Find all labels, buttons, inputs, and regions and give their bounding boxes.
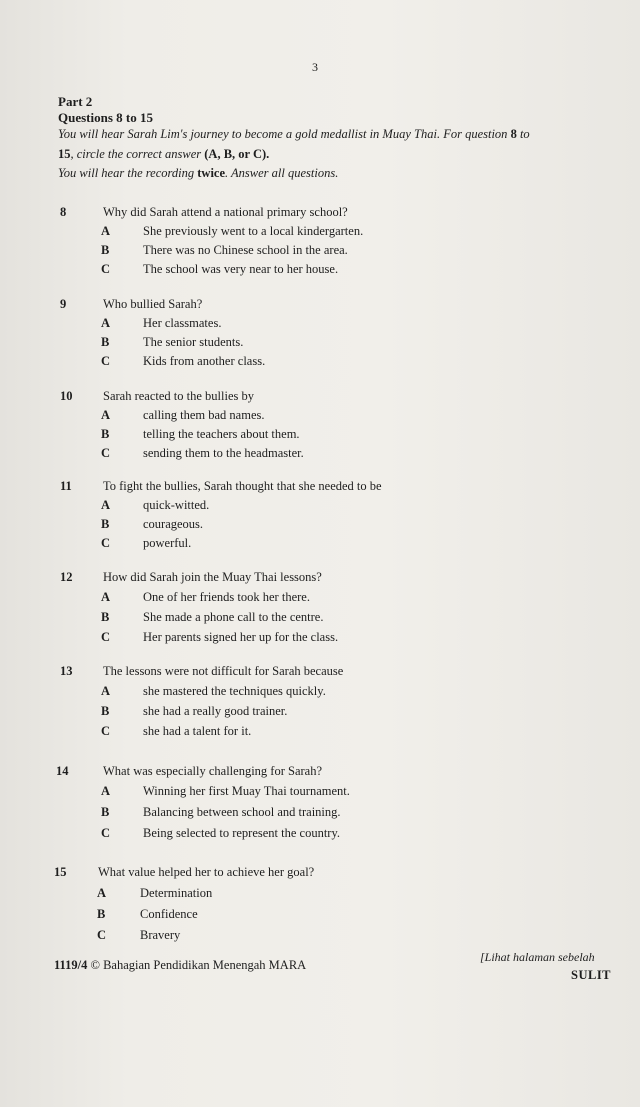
option-text: One of her friends took her there.: [143, 590, 310, 604]
option-text: she mastered the techniques quickly.: [143, 684, 326, 698]
option-text: There was no Chinese school in the area.: [143, 243, 348, 257]
option-a[interactable]: [0, 590, 640, 608]
question-number: 14: [56, 764, 69, 778]
option-letter: A: [101, 498, 111, 512]
option-letter: B: [101, 610, 110, 624]
option-text: She made a phone call to the centre.: [143, 610, 324, 624]
question-number: 10: [60, 389, 73, 403]
option-letter: C: [101, 826, 111, 840]
paper-code: 1119/4: [54, 958, 88, 972]
option-a[interactable]: [0, 684, 640, 702]
question-15: [0, 865, 640, 945]
question-12: [0, 570, 640, 650]
part-title: Part 2: [58, 94, 93, 109]
option-b[interactable]: [0, 610, 640, 628]
question-number: 9: [60, 297, 67, 311]
question-14: [0, 764, 640, 844]
option-letter: B: [101, 335, 110, 349]
question-number: 13: [60, 664, 73, 678]
option-c[interactable]: [0, 928, 640, 946]
option-letter: A: [101, 784, 111, 798]
question-number: 15: [54, 865, 67, 879]
option-letter: C: [101, 262, 111, 276]
instruction-line-2: [58, 147, 269, 162]
instruction-text: . Answer all questions.: [225, 166, 339, 180]
option-text: She previously went to a local kindergarten.: [143, 224, 364, 238]
classification-label: SULIT: [571, 968, 612, 982]
option-text: The senior students.: [143, 335, 244, 349]
question-text: Sarah reacted to the bullies by: [103, 389, 254, 403]
option-text: Kids from another class.: [143, 354, 266, 368]
option-text: Winning her first Muay Thai tournament.: [143, 784, 350, 798]
question-13: [0, 664, 640, 744]
option-letter: A: [101, 316, 111, 330]
instruction-text: You will hear the recording: [58, 166, 198, 180]
option-letter: B: [101, 805, 110, 819]
option-text: The school was very near to her house.: [143, 262, 339, 276]
option-letter: B: [101, 427, 110, 441]
instruction-line-1: [58, 127, 530, 142]
question-text: Who bullied Sarah?: [103, 297, 203, 311]
option-text: Her parents signed her up for the class.: [143, 630, 339, 644]
option-text: Being selected to represent the country.: [143, 826, 341, 840]
option-c[interactable]: [0, 536, 640, 554]
option-b[interactable]: [0, 517, 640, 535]
option-letter: C: [101, 630, 111, 644]
option-text: she had a really good trainer.: [143, 704, 288, 718]
option-text: telling the teachers about them.: [143, 427, 300, 441]
option-c[interactable]: [0, 724, 640, 742]
option-letter: A: [101, 408, 111, 422]
option-c[interactable]: [0, 630, 640, 648]
page-number: 3: [312, 60, 318, 74]
option-letter: C: [101, 354, 111, 368]
option-text: Determination: [140, 886, 213, 900]
instruction-bold: 8: [510, 127, 517, 141]
instruction-bold: twice: [197, 166, 226, 180]
question-text: To fight the bullies, Sarah thought that she needed to be: [103, 479, 382, 493]
question-number: 12: [60, 570, 73, 584]
option-letter: B: [97, 907, 106, 921]
option-text: Confidence: [140, 907, 198, 921]
option-letter: C: [101, 446, 111, 460]
questions-range: Questions 8 to 15: [58, 110, 153, 125]
option-text: powerful.: [143, 536, 192, 550]
option-a[interactable]: [0, 408, 640, 426]
option-a[interactable]: [0, 224, 640, 242]
option-letter: A: [101, 590, 111, 604]
option-b[interactable]: [0, 243, 640, 261]
option-c[interactable]: [0, 826, 640, 844]
question-number: 8: [60, 205, 67, 219]
option-letter: A: [101, 684, 111, 698]
instruction-bold: (A, B, or C).: [204, 147, 270, 161]
option-text: quick-witted.: [143, 498, 210, 512]
option-text: Balancing between school and training.: [143, 805, 341, 819]
instruction-line-3: [58, 166, 338, 181]
option-letter: A: [97, 886, 107, 900]
option-c[interactable]: [0, 446, 640, 464]
option-text: Bravery: [140, 928, 181, 942]
question-number: 11: [60, 479, 72, 493]
option-text: she had a talent for it.: [143, 724, 252, 738]
option-letter: B: [101, 517, 110, 531]
question-text: Why did Sarah attend a national primary school?: [103, 205, 348, 219]
option-letter: C: [101, 536, 111, 550]
option-b[interactable]: [0, 427, 640, 445]
question-9: [0, 297, 640, 377]
option-a[interactable]: [0, 498, 640, 516]
option-b[interactable]: [0, 704, 640, 722]
question-8: [0, 205, 640, 285]
next-page-note: [Lihat halaman sebelah: [480, 950, 595, 964]
option-c[interactable]: [0, 262, 640, 280]
option-b[interactable]: [0, 805, 640, 823]
option-a[interactable]: [0, 316, 640, 334]
option-letter: C: [101, 724, 111, 738]
question-text: How did Sarah join the Muay Thai lessons?: [103, 570, 322, 584]
option-letter: A: [101, 224, 111, 238]
option-b[interactable]: [0, 335, 640, 353]
question-10: [0, 389, 640, 469]
option-letter: B: [101, 704, 110, 718]
option-a[interactable]: [0, 784, 640, 802]
option-b[interactable]: [0, 907, 640, 925]
option-text: courageous.: [143, 517, 204, 531]
option-text: calling them bad names.: [143, 408, 265, 422]
question-text: What was especially challenging for Sarah?: [103, 764, 323, 778]
instruction-text: , circle the correct answer: [70, 147, 205, 161]
option-letter: C: [97, 928, 107, 942]
option-c[interactable]: [0, 354, 640, 372]
option-text: Her classmates.: [143, 316, 222, 330]
question-11: [0, 479, 640, 559]
option-a[interactable]: [0, 886, 640, 904]
option-text: sending them to the headmaster.: [143, 446, 304, 460]
instruction-bold: 15: [58, 147, 71, 161]
option-letter: B: [101, 243, 110, 257]
question-text: What value helped her to achieve her goal?: [98, 865, 315, 879]
footer-copyright: [54, 958, 306, 973]
copyright-text: © Bahagian Pendidikan Menengah MARA: [87, 958, 307, 972]
instruction-text: to: [516, 127, 530, 141]
question-text: The lessons were not difficult for Sarah because: [103, 664, 344, 678]
instruction-text: You will hear Sarah Lim's journey to become a gold medallist in Muay Thai. For question: [58, 127, 511, 141]
